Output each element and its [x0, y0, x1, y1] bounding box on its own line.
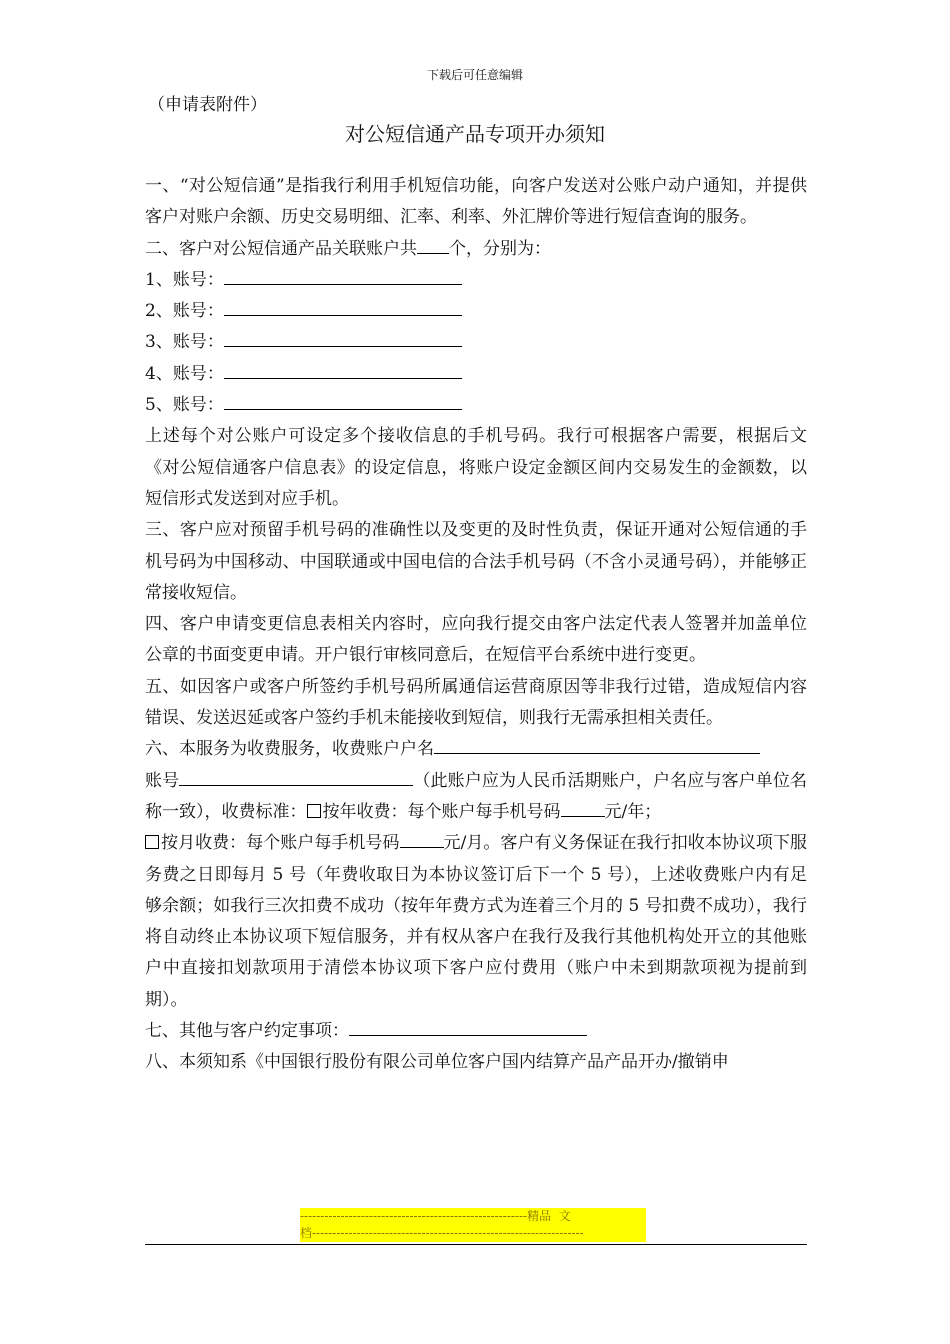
account-count-blank[interactable]: [417, 234, 449, 254]
clause-1: 一、“对公短信通”是指我行利用手机短信功能，向客户发送对公账户动户通知，并提供客户对账户余额、历史交易明细、汇率、利率、外汇牌价等进行短信查询的服务。: [145, 176, 807, 228]
other-terms-blank[interactable]: [349, 1016, 587, 1036]
account-label: 3、账号：: [145, 332, 224, 353]
clause-8: 八、本须知系《中国银行股份有限公司单位客户国内结算产品产品开办/撤销申: [145, 1052, 729, 1073]
yearly-checkbox[interactable]: [307, 804, 321, 818]
clause-6-account-label: 账号: [145, 770, 180, 791]
clause-4: 四、客户申请变更信息表相关内容时，应向我行提交由客户法定代表人签署并加盖单位公章的书面变更申请。开户银行审核同意后，在短信平台系统中进行变更。: [145, 614, 807, 666]
clause-6-rest: 元/月。客户有义务保证在我行扣收本协议项下服务费之日即每月 5 号（年费收取日为本协议签订后下一个 5 号），上述收费账户内有足够余额；如我行三次扣费不成功（按年年费方式为连着三个月的 5 号扣费不成功），我行将自动终止本协议项下短信服务，并有权从客户在我行及我行其他机构处开立的其他账户中直接扣划款项用于清偿本协议项下客户应付费用（账户中未到期款项视为提前到期）。: [145, 833, 807, 1010]
footer-watermark-line: --------------------------------------------------------精品 文: [300, 1209, 571, 1223]
account-blank[interactable]: [224, 296, 462, 316]
account-row: [145, 296, 807, 327]
clause-2-text: 二、客户对公短信通产品关联账户共: [145, 238, 417, 259]
account-row: [145, 327, 807, 358]
yearly-fee-text: 按年收费：每个账户每手机号码: [322, 801, 561, 822]
document-body: [145, 171, 807, 1079]
clause-2-text-end: 个，分别为：: [449, 238, 551, 259]
account-label: 1、账号：: [145, 269, 224, 290]
account-blank[interactable]: [224, 327, 462, 347]
clause-6-text: 六、本服务为收费服务，收费账户户名: [145, 739, 434, 760]
fee-account-name-blank[interactable]: [434, 734, 760, 754]
clause-6-note: （此账户应为人民币活期账户，户名应与客户单位名称一致），收费标准：: [145, 770, 808, 822]
account-row: [145, 390, 807, 421]
monthly-fee-text: 按月收费：每个账户每手机号码: [161, 833, 400, 854]
clause-6: [145, 734, 807, 1016]
account-row: [145, 359, 807, 390]
account-row: [145, 265, 807, 296]
clause-7: [145, 1016, 807, 1047]
clause-3: 三、客户应对预留手机号码的准确性以及变更的及时性负责，保证开通对公短信通的手机号码为中国移动、中国联通或中国电信的合法手机号码（不含小灵通号码），并能够正常接收短信。: [145, 520, 807, 603]
clause-5: 五、如因客户或客户所签约手机号码所属通信运营商原因等非我行过错，造成短信内容错误、发送迟延或客户签约手机未能接收到短信，则我行无需承担相关责任。: [145, 676, 807, 729]
clause-2-tail: 上述每个对公账户可设定多个接收信息的手机号码。我行可根据客户需要，根据后文《对公短信通客户信息表》的设定信息，将账户设定金额区间内交易发生的金额数，以短信形式发送到对应手机。: [145, 426, 807, 509]
account-blank[interactable]: [224, 359, 462, 379]
attachment-label: （申请表附件）: [148, 95, 267, 115]
footer-watermark: [300, 1208, 646, 1242]
account-label: 4、账号：: [145, 363, 224, 384]
monthly-fee-blank[interactable]: [400, 828, 444, 848]
page-title: 对公短信通产品专项开办须知: [345, 122, 605, 146]
footer-divider: [145, 1244, 807, 1245]
account-label: 2、账号：: [145, 301, 224, 322]
monthly-checkbox[interactable]: [145, 835, 159, 849]
clause-7-text: 七、其他与客户约定事项：: [145, 1021, 349, 1042]
header-note: 下载后可任意编辑: [426, 68, 523, 82]
fee-account-number-blank[interactable]: [179, 766, 413, 786]
account-blank[interactable]: [224, 265, 462, 285]
account-label: 5、账号：: [145, 395, 224, 416]
clause-2: [145, 234, 807, 265]
account-blank[interactable]: [224, 390, 462, 410]
yearly-fee-blank[interactable]: [561, 797, 605, 817]
footer-watermark-line: 档-------------------------------------------------------------------: [300, 1226, 584, 1240]
yearly-fee-unit: 元/年；: [604, 801, 662, 822]
